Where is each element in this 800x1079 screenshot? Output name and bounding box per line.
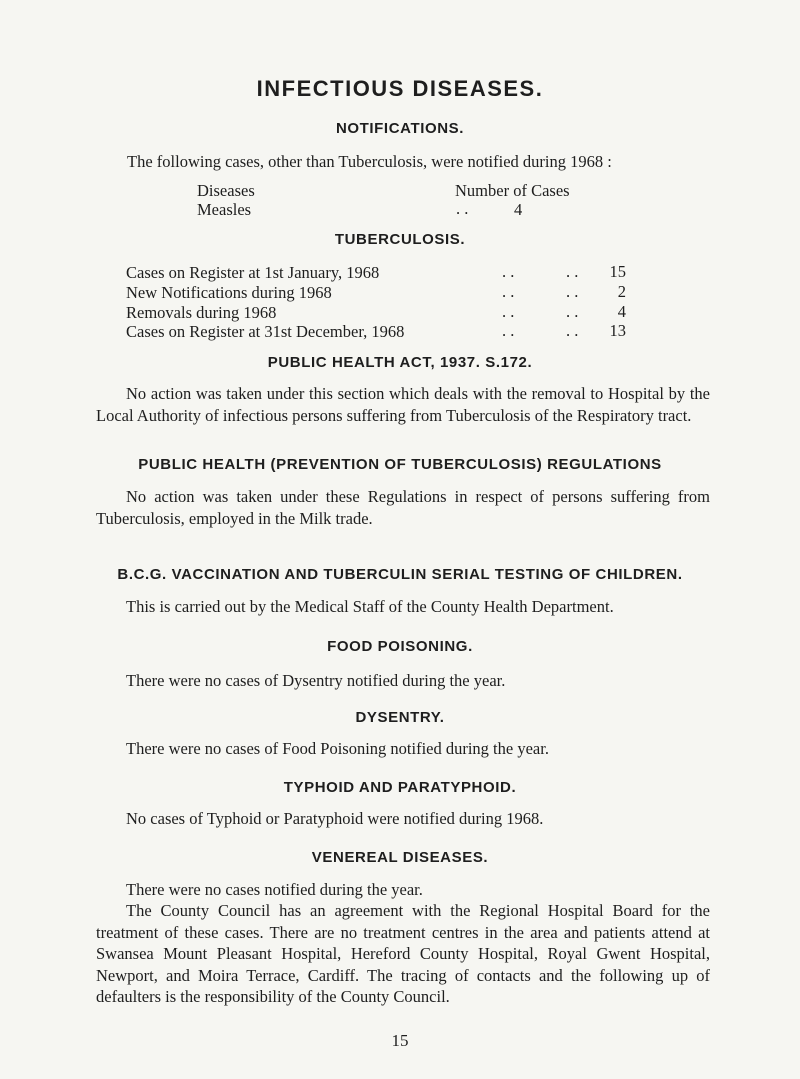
venereal-text-2: The County Council has an agreement with the Regional Hospital Board for the treatment of these cases. There are no treatment centres in the area and patients attend at Swansea Mount Pleasant Hospital, Hereford County Hospital, Royal Gwent Hospital, Newport, and Moira Terrace, Cardiff. The tracing of contacts and the following up of defaulters is the responsibility of the County Council.: [96, 901, 710, 1006]
tuberculosis-heading: TUBERCULOSIS.: [334, 231, 466, 248]
typhoid-heading: TYPHOID AND PARATYPHOID.: [283, 779, 517, 796]
number-of-cases-column-header: Number of Cases: [455, 181, 570, 200]
regulations-text: No action was taken under these Regulations in respect of persons suffering from Tuberculosis, employed in the Milk trade.: [96, 487, 710, 528]
tb-row-label: New Notifications during 1968: [126, 283, 332, 302]
tb-row-value: 13: [609, 321, 626, 340]
leader-dots: . .: [566, 321, 579, 340]
typhoid-text: No cases of Typhoid or Paratyphoid were notified during 1968.: [126, 809, 544, 828]
public-health-act-heading: PUBLIC HEALTH ACT, 1937. S.172.: [267, 354, 533, 371]
tb-row-value: 15: [609, 262, 626, 281]
notifications-heading: NOTIFICATIONS.: [335, 120, 465, 137]
leader-dots: . .: [566, 282, 579, 301]
tb-row-value: 2: [617, 282, 626, 301]
tb-row-label: Removals during 1968: [126, 303, 277, 322]
food-poisoning-text: There were no cases of Dysentry notified during the year.: [126, 671, 506, 690]
bcg-text: This is carried out by the Medical Staff of the County Health Department.: [126, 597, 614, 616]
dysentry-text: There were no cases of Food Poisoning notified during the year.: [126, 739, 549, 758]
leader-dots: . .: [502, 282, 515, 301]
leader-dots: . .: [566, 302, 579, 321]
leader-dots: . .: [502, 302, 515, 321]
leader-dots: . .: [502, 321, 515, 340]
tb-row-label: Cases on Register at 1st January, 1968: [126, 263, 380, 282]
dysentry-heading: DYSENTRY.: [355, 709, 445, 726]
food-poisoning-heading: FOOD POISONING.: [327, 638, 473, 655]
tb-row-label: Cases on Register at 31st December, 1968: [126, 322, 405, 341]
notifications-intro: The following cases, other than Tuberculosis, were notified during 1968 :: [127, 152, 612, 171]
leader-dots: . .: [566, 262, 579, 281]
page-title: INFECTIOUS DISEASES.: [256, 76, 544, 101]
venereal-text-1: There were no cases notified during the year.: [126, 880, 423, 899]
leader-dots: . .: [456, 199, 469, 218]
leader-dots: . .: [502, 262, 515, 281]
tb-row-value: 4: [617, 302, 626, 321]
venereal-heading: VENEREAL DISEASES.: [311, 849, 489, 866]
page-number: 15: [391, 1031, 409, 1050]
disease-name: Measles: [197, 200, 252, 219]
diseases-column-header: Diseases: [197, 181, 255, 200]
regulations-heading: PUBLIC HEALTH (PREVENTION OF TUBERCULOSIS) REGULATIONS: [138, 456, 662, 473]
bcg-heading: B.C.G. VACCINATION AND TUBERCULIN SERIAL TESTING OF CHILDREN.: [117, 566, 683, 583]
disease-count: 4: [514, 200, 523, 219]
public-health-act-text: No action was taken under this section which deals with the removal to Hospital by the Local Authority of infectious persons suffering from Tuberculosis of the Respiratory tract.: [96, 384, 710, 425]
